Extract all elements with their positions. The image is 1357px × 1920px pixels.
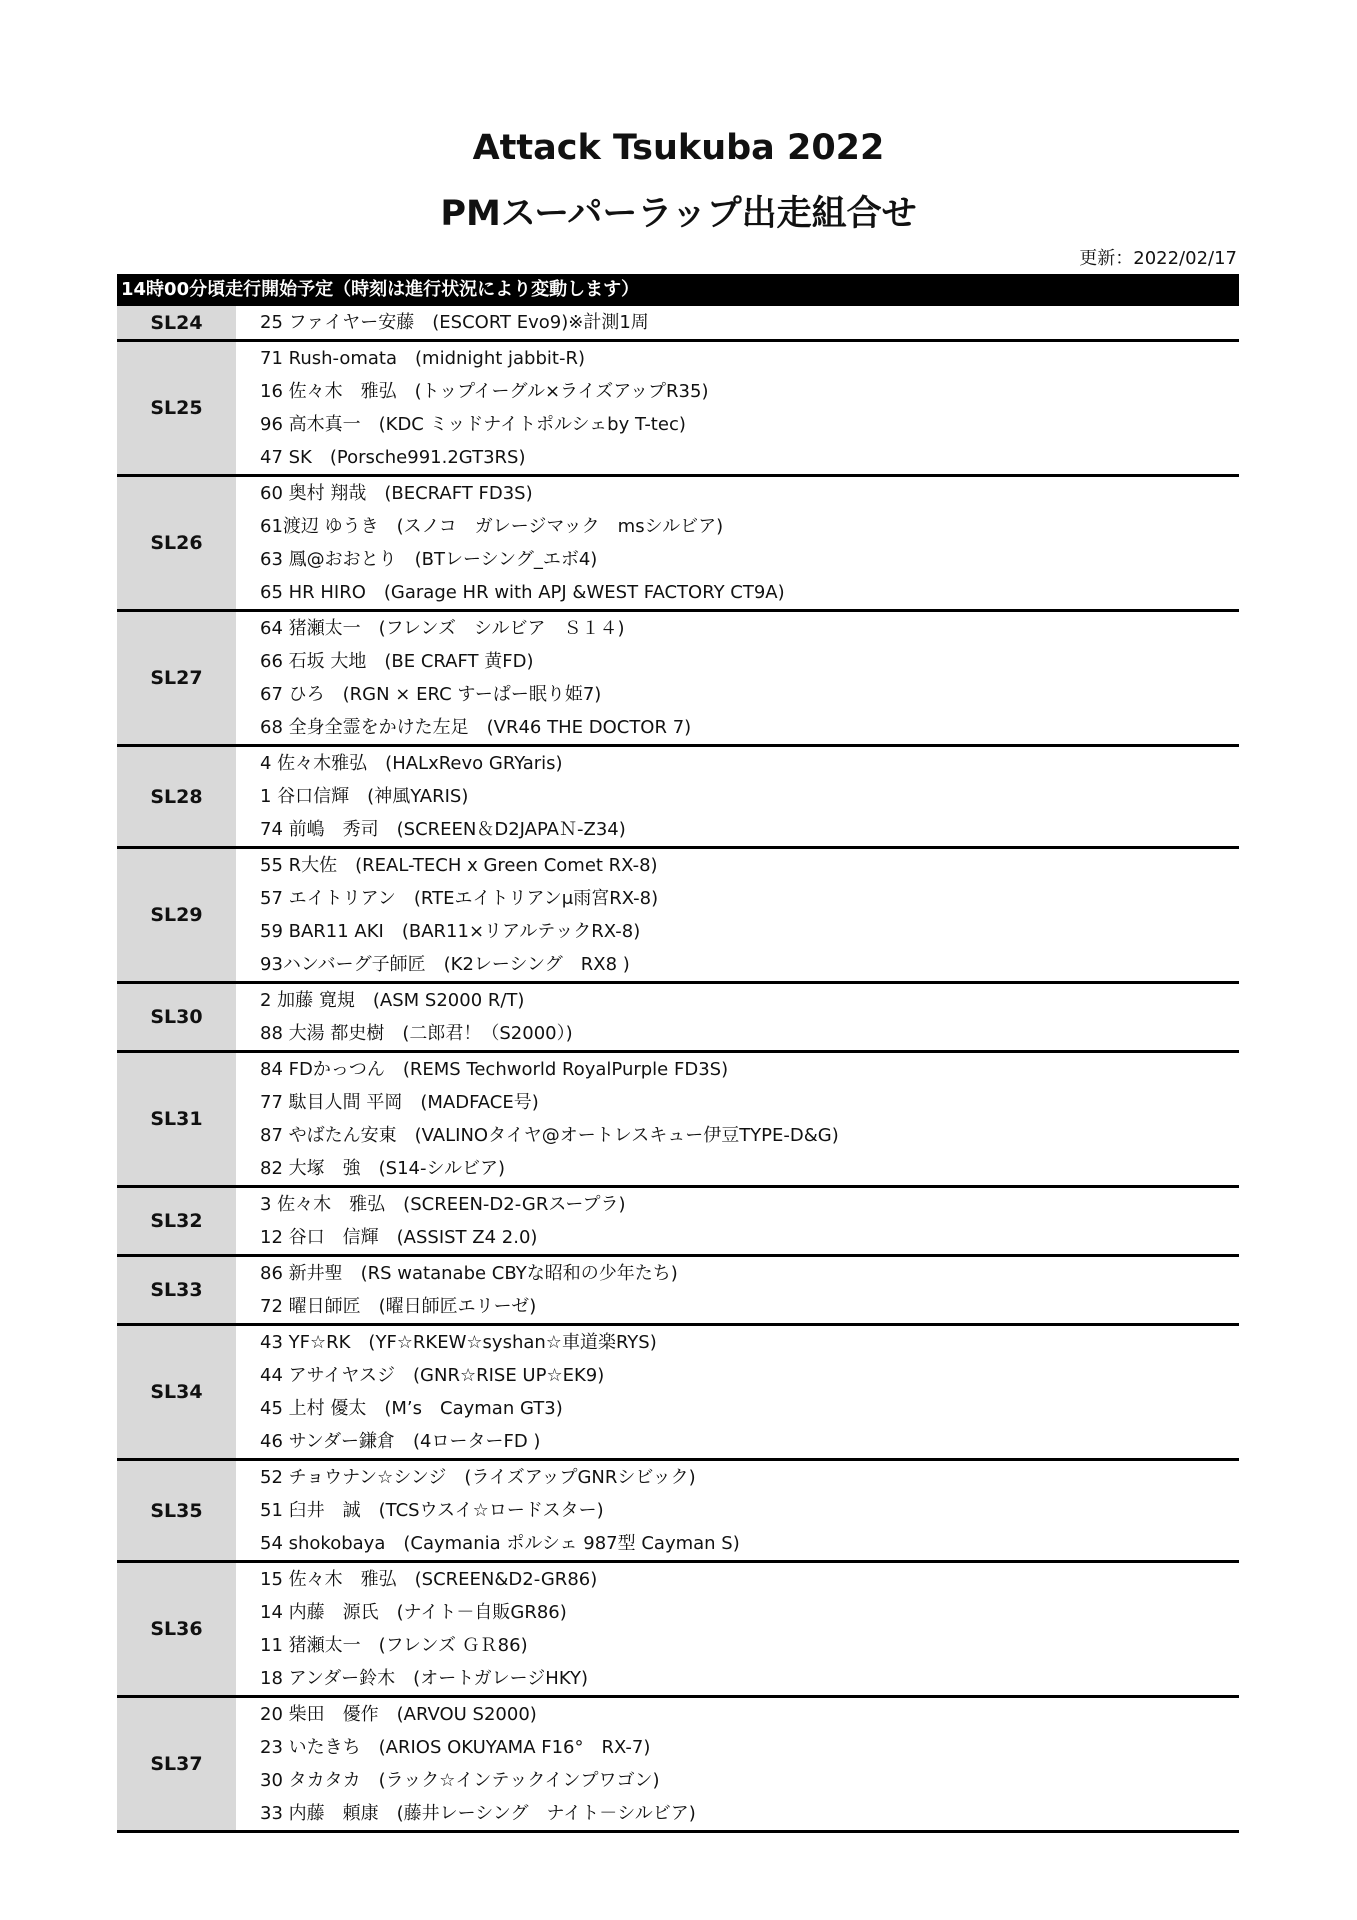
page-subtitle: PMスーパーラップ出走組合せ (440, 194, 917, 234)
session-group (117, 612, 1239, 747)
entry-row: 64 猪瀬太一 (フレンズ シルビア Ｓ１４) (260, 618, 625, 639)
entry-row: 4 佐々木雅弘 (HALxRevo GRYaris) (260, 753, 563, 774)
entry-list (236, 1698, 1239, 1830)
entry-row: 30 タカタカ (ラック☆インテックインプワゴン) (260, 1770, 660, 1791)
entry-row: 84 FDかっつん (REMS Techworld RoyalPurple FD3S) (260, 1059, 729, 1080)
entry-row: 93ハンバーグ子師匠 (K2レーシング RX8 ) (260, 954, 630, 975)
entry-list (236, 1461, 1239, 1560)
session-label: SL35 (117, 1461, 236, 1560)
entry-list (236, 849, 1239, 981)
entry-row: 52 チョウナン☆シンジ (ライズアップGNRシビック) (260, 1467, 696, 1488)
session-label: SL26 (117, 477, 236, 609)
entry-row: 11 猪瀬太一 (フレンズ ＧＲ86) (260, 1635, 528, 1656)
entry-row: 60 奥村 翔哉 (BECRAFT FD3S) (260, 483, 533, 504)
entry-list (236, 342, 1239, 474)
entry-list (236, 1563, 1239, 1695)
session-label: SL29 (117, 849, 236, 981)
entry-list (236, 1326, 1239, 1458)
entry-row: 33 内藤 頼康 (藤井レーシング ナイト－シルビア) (260, 1803, 696, 1824)
entry-row: 44 アサイヤスジ (GNR☆RISE UP☆EK9) (260, 1365, 605, 1386)
entry-row: 68 全身全霊をかけた左足 (VR46 THE DOCTOR 7) (260, 717, 692, 738)
groups-container (117, 306, 1239, 1833)
entry-row: 3 佐々木 雅弘 (SCREEN-D2-GRスープラ) (260, 1194, 626, 1215)
session-label: SL30 (117, 984, 236, 1050)
entry-row: 61渡辺 ゆうき (スノコ ガレージマック msシルビア) (260, 516, 724, 537)
updated-date: 更新：2022/02/17 (1079, 248, 1237, 269)
entry-row: 74 前嶋 秀司 (SCREEN＆D2JAPAＮ-Z34) (260, 819, 626, 840)
entry-row: 12 谷口 信輝 (ASSIST Z4 2.0) (260, 1227, 538, 1248)
entry-row: 72 曜日師匠 (曜日師匠エリーゼ) (260, 1296, 537, 1317)
session-group (117, 1563, 1239, 1698)
session-label: SL31 (117, 1053, 236, 1185)
entry-row: 46 サンダー鎌倉 (4ローターFD ) (260, 1431, 541, 1452)
entry-row: 25 ファイヤー安藤 (ESCORT Evo9)※計測1周 (260, 312, 649, 333)
session-group (117, 984, 1239, 1053)
entry-row: 15 佐々木 雅弘 (SCREEN&D2-GR86) (260, 1569, 598, 1590)
entry-list (236, 747, 1239, 846)
session-group (117, 1188, 1239, 1257)
session-group (117, 1053, 1239, 1188)
entry-list (236, 1188, 1239, 1254)
entry-row: 88 大湯 都史樹 (二郎君！（S2000）) (260, 1023, 573, 1044)
entry-row: 20 柴田 優作 (ARVOU S2000) (260, 1704, 537, 1725)
session-label: SL36 (117, 1563, 236, 1695)
entry-list (236, 1257, 1239, 1323)
entry-list (236, 1053, 1239, 1185)
session-label: SL28 (117, 747, 236, 846)
entry-row: 18 アンダー鈴木 (オートガレージHKY) (260, 1668, 589, 1689)
entry-row: 57 エイトリアン (RTEエイトリアンμ雨宮RX-8) (260, 888, 659, 909)
entry-row: 23 いたきち (ARIOS OKUYAMA F16° RX-7) (260, 1737, 651, 1758)
session-group (117, 1698, 1239, 1833)
entry-row: 65 HR HIRO (Garage HR with APJ &WEST FACTORY CT9A) (260, 582, 785, 603)
entry-row: 54 shokobaya (Caymania ポルシェ 987型 Cayman S) (260, 1533, 740, 1554)
session-label: SL27 (117, 612, 236, 744)
entry-row: 71 Rush-omata (midnight jabbit-R) (260, 348, 585, 369)
session-group (117, 849, 1239, 984)
entry-list (236, 612, 1239, 744)
entry-list (236, 984, 1239, 1050)
session-group (117, 306, 1239, 342)
session-group (117, 1326, 1239, 1461)
page-title: Attack Tsukuba 2022 (472, 128, 885, 168)
session-label: SL25 (117, 342, 236, 474)
entry-row: 86 新井聖 (RS watanabe CBYな昭和の少年たち) (260, 1263, 678, 1284)
entry-row: 55 R大佐 (REAL-TECH x Green Comet RX-8) (260, 855, 658, 876)
entry-row: 67 ひろ (RGN × ERC すーぱー眠り姫7) (260, 684, 602, 705)
entry-row: 45 上村 優太 (M’s Cayman GT3) (260, 1398, 563, 1419)
start-time-header: 14時00分頃走行開始予定（時刻は進行状況により変動します） (117, 274, 1239, 306)
entry-row: 77 駄目人間 平岡 (MADFACE号) (260, 1092, 539, 1113)
entry-row: 14 内藤 源氏 (ナイト－自販GR86) (260, 1602, 567, 1623)
entry-list (236, 477, 1239, 609)
entry-row: 43 YF☆RK (YF☆RKEW☆syshan☆車道楽RYS) (260, 1332, 657, 1353)
entry-row: 66 石坂 大地 (BE CRAFT 黄FD) (260, 651, 534, 672)
session-group (117, 747, 1239, 849)
entry-row: 16 佐々木 雅弘 (トップイーグル×ライズアップR35) (260, 381, 709, 402)
entry-row: 2 加藤 寛規 (ASM S2000 R/T) (260, 990, 525, 1011)
entry-row: 87 やばたん安東 (VALINOタイヤ@オートレスキュー伊豆TYPE-D&G) (260, 1125, 839, 1146)
entry-row: 63 鳳@おおとり (BTレーシング_エボ4) (260, 549, 598, 570)
entry-row: 96 高木真一 (KDC ミッドナイトポルシェby T-tec) (260, 414, 686, 435)
session-label: SL24 (117, 306, 236, 339)
session-group (117, 342, 1239, 477)
session-group (117, 1257, 1239, 1326)
session-label: SL32 (117, 1188, 236, 1254)
lineup-table (117, 274, 1239, 1833)
session-group (117, 1461, 1239, 1563)
entry-list (236, 306, 1239, 339)
entry-row: 51 臼井 誠 (TCSウスイ☆ロードスター) (260, 1500, 604, 1521)
entry-row: 47 SK (Porsche991.2GT3RS) (260, 447, 526, 468)
session-label: SL37 (117, 1698, 236, 1830)
entry-row: 82 大塚 強 (S14-シルビア) (260, 1158, 506, 1179)
session-label: SL34 (117, 1326, 236, 1458)
session-group (117, 477, 1239, 612)
entry-row: 1 谷口信輝 (神風YARIS) (260, 786, 469, 807)
entry-row: 59 BAR11 AKI (BAR11×リアルテックRX-8) (260, 921, 641, 942)
session-label: SL33 (117, 1257, 236, 1323)
